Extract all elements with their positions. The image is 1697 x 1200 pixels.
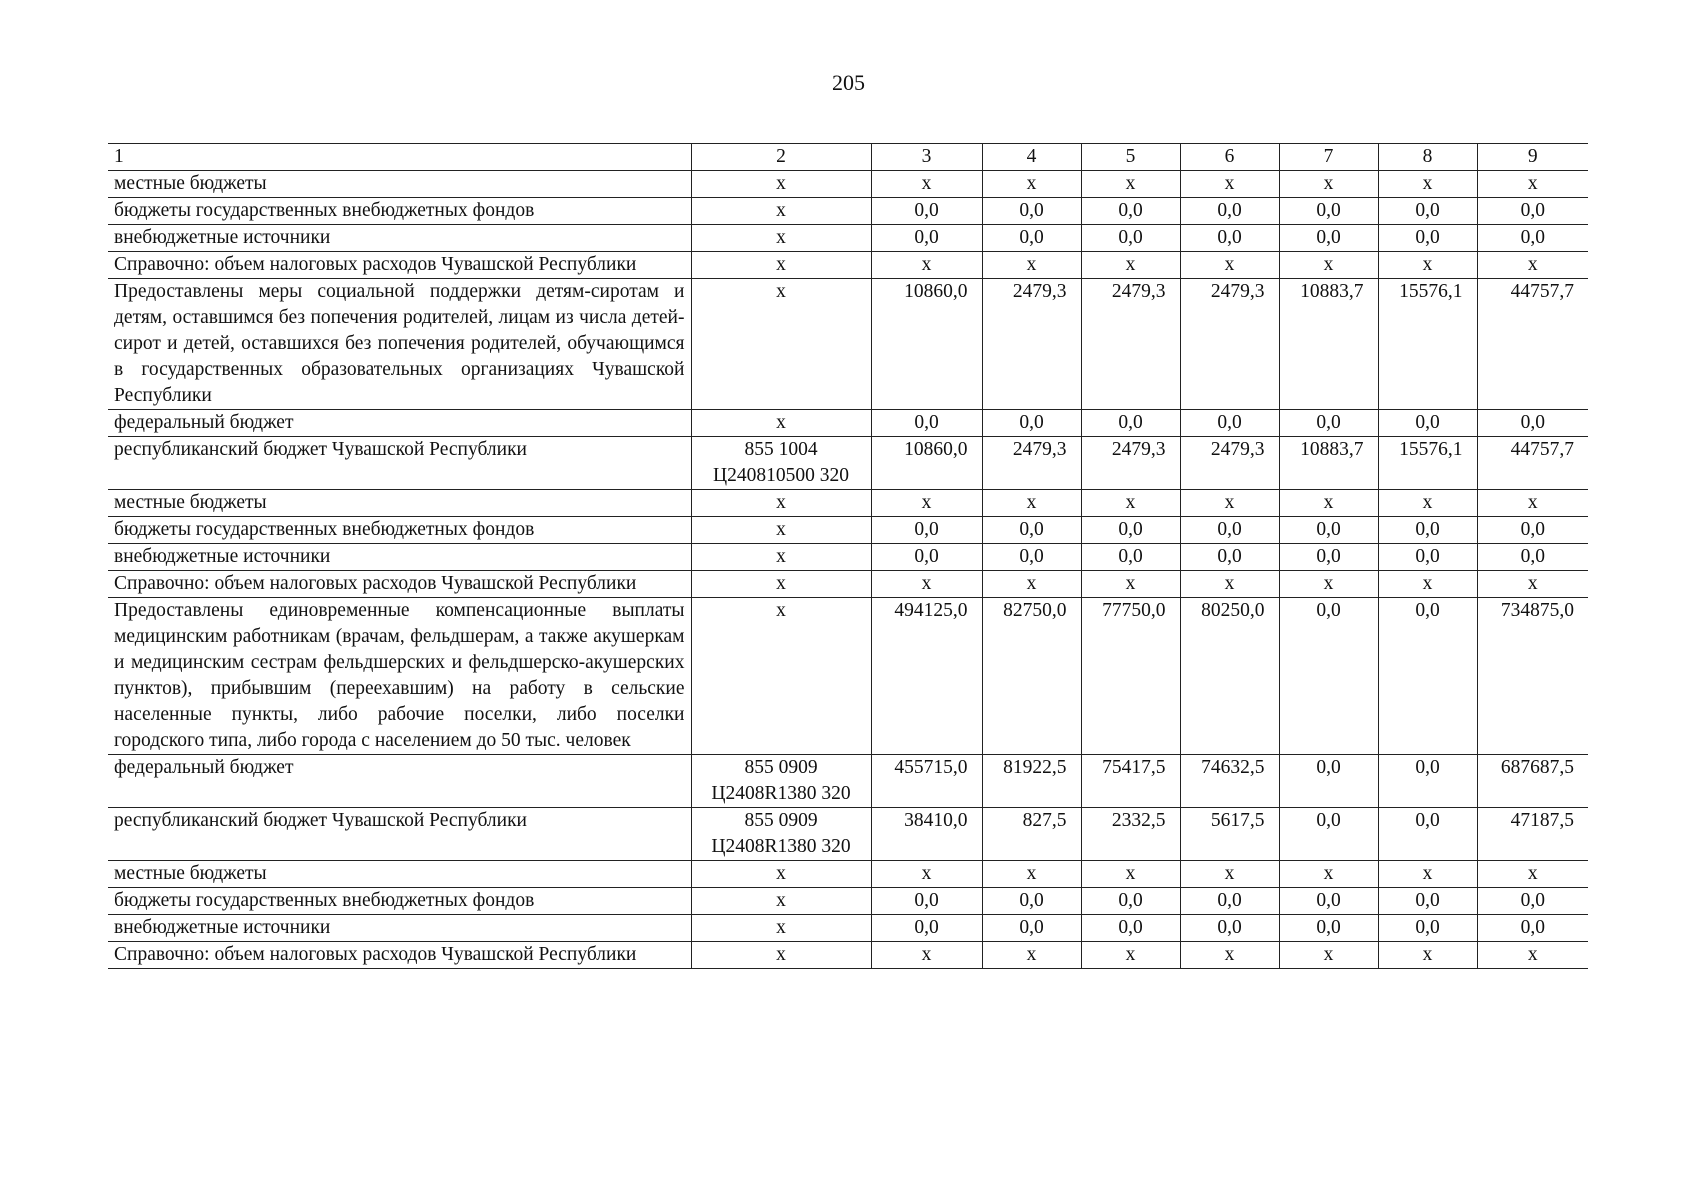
value-cell: 10860,0 bbox=[871, 437, 982, 490]
value-cell: 0,0 bbox=[1378, 517, 1477, 544]
row-label: бюджеты государственных внебюджетных фондов bbox=[108, 198, 691, 225]
value-cell: x bbox=[1180, 490, 1279, 517]
budget-code-line: x bbox=[776, 863, 786, 884]
header-cell: 7 bbox=[1279, 144, 1378, 171]
value-cell: 5617,5 bbox=[1180, 808, 1279, 861]
value-cell: 0,0 bbox=[1477, 888, 1588, 915]
value-cell: x bbox=[982, 861, 1081, 888]
value-cell: 10860,0 bbox=[871, 279, 982, 410]
value-cell: 0,0 bbox=[1180, 517, 1279, 544]
budget-code-cell bbox=[691, 755, 871, 808]
budget-code-cell bbox=[691, 252, 871, 279]
value-cell: x bbox=[982, 252, 1081, 279]
header-cell: 9 bbox=[1477, 144, 1588, 171]
table-row bbox=[108, 861, 1588, 888]
table-row bbox=[108, 198, 1588, 225]
value-cell: 2479,3 bbox=[1081, 437, 1180, 490]
value-cell: x bbox=[982, 490, 1081, 517]
value-cell: x bbox=[1378, 252, 1477, 279]
value-cell: 687687,5 bbox=[1477, 755, 1588, 808]
budget-code-line: x bbox=[776, 890, 786, 911]
value-cell: 0,0 bbox=[1180, 544, 1279, 571]
value-cell: 0,0 bbox=[871, 888, 982, 915]
value-cell: 81922,5 bbox=[982, 755, 1081, 808]
value-cell: 47187,5 bbox=[1477, 808, 1588, 861]
budget-code-cell bbox=[691, 861, 871, 888]
value-cell: 15576,1 bbox=[1378, 279, 1477, 410]
row-label: Предоставлены меры социальной поддержки детям-сиротам и детям, оставшимся без попечения родителей, лицам из числа детей-сирот и детей, оставшихся без попечения родителей, обучающимся в государственных образовательных организациях Чувашской Республики bbox=[108, 279, 691, 410]
budget-code-line: x bbox=[776, 600, 786, 621]
value-cell: x bbox=[1180, 252, 1279, 279]
value-cell: x bbox=[1180, 942, 1279, 969]
budget-code-line: Ц240810500 320 bbox=[713, 465, 849, 486]
value-cell: 0,0 bbox=[1378, 915, 1477, 942]
value-cell: 734875,0 bbox=[1477, 598, 1588, 755]
budget-code-line: x bbox=[776, 944, 786, 965]
value-cell: x bbox=[1378, 861, 1477, 888]
row-label: бюджеты государственных внебюджетных фондов bbox=[108, 517, 691, 544]
value-cell: x bbox=[1279, 171, 1378, 198]
budget-code-cell bbox=[691, 942, 871, 969]
table-row bbox=[108, 437, 1588, 490]
table-row bbox=[108, 888, 1588, 915]
value-cell: x bbox=[871, 171, 982, 198]
header-cell: 5 bbox=[1081, 144, 1180, 171]
budget-code-cell bbox=[691, 198, 871, 225]
budget-code-cell bbox=[691, 171, 871, 198]
value-cell: 0,0 bbox=[982, 198, 1081, 225]
value-cell: 74632,5 bbox=[1180, 755, 1279, 808]
value-cell: 0,0 bbox=[982, 544, 1081, 571]
value-cell: x bbox=[1180, 571, 1279, 598]
value-cell: 2479,3 bbox=[982, 279, 1081, 410]
value-cell: x bbox=[1279, 571, 1378, 598]
value-cell: 15576,1 bbox=[1378, 437, 1477, 490]
table-row bbox=[108, 252, 1588, 279]
value-cell: 0,0 bbox=[1477, 544, 1588, 571]
header-cell: 8 bbox=[1378, 144, 1477, 171]
value-cell: 80250,0 bbox=[1180, 598, 1279, 755]
value-cell: 0,0 bbox=[1081, 198, 1180, 225]
value-cell: 0,0 bbox=[1180, 915, 1279, 942]
value-cell: 0,0 bbox=[1477, 517, 1588, 544]
value-cell: 0,0 bbox=[1477, 915, 1588, 942]
header-cell: 3 bbox=[871, 144, 982, 171]
budget-code-line: x bbox=[776, 917, 786, 938]
value-cell: 0,0 bbox=[1378, 198, 1477, 225]
value-cell: 75417,5 bbox=[1081, 755, 1180, 808]
header-cell: 4 bbox=[982, 144, 1081, 171]
value-cell: 0,0 bbox=[982, 517, 1081, 544]
value-cell: 77750,0 bbox=[1081, 598, 1180, 755]
value-cell: 10883,7 bbox=[1279, 279, 1378, 410]
value-cell: 0,0 bbox=[1279, 888, 1378, 915]
value-cell: 0,0 bbox=[1081, 915, 1180, 942]
budget-code-line: Ц2408R1380 320 bbox=[711, 836, 851, 857]
row-label: федеральный бюджет bbox=[108, 410, 691, 437]
row-label: внебюджетные источники bbox=[108, 225, 691, 252]
value-cell: 0,0 bbox=[1081, 410, 1180, 437]
value-cell: x bbox=[871, 490, 982, 517]
value-cell: 0,0 bbox=[871, 225, 982, 252]
row-label: местные бюджеты bbox=[108, 861, 691, 888]
table-row bbox=[108, 517, 1588, 544]
budget-code-line: x bbox=[776, 254, 786, 275]
budget-code-cell bbox=[691, 225, 871, 252]
table-row bbox=[108, 171, 1588, 198]
budget-table bbox=[108, 143, 1588, 969]
row-label: Предоставлены единовременные компенсационные выплаты медицинским работникам (врачам, фельдшерам, а также акушеркам и медицинским сестрам фельдшерских и фельдшерско-акушерских пунктов), прибывшим (переехавшим) на работу в сельские населенные пункты, либо рабочие поселки, либо поселки городского типа, либо города с населением до 50 тыс. человек bbox=[108, 598, 691, 755]
value-cell: x bbox=[982, 571, 1081, 598]
value-cell: x bbox=[1081, 171, 1180, 198]
value-cell: 0,0 bbox=[1279, 517, 1378, 544]
budget-code-cell bbox=[691, 279, 871, 410]
value-cell: x bbox=[1081, 942, 1180, 969]
value-cell: 0,0 bbox=[1279, 410, 1378, 437]
row-label: Справочно: объем налоговых расходов Чувашской Республики bbox=[108, 252, 691, 279]
row-label: федеральный бюджет bbox=[108, 755, 691, 808]
row-label: бюджеты государственных внебюджетных фондов bbox=[108, 888, 691, 915]
budget-code-line: x bbox=[776, 573, 786, 594]
budget-code-line: 855 0909 bbox=[744, 757, 818, 778]
table-body bbox=[108, 144, 1588, 969]
value-cell: 0,0 bbox=[1477, 225, 1588, 252]
budget-code-line: x bbox=[776, 281, 786, 302]
value-cell: x bbox=[871, 942, 982, 969]
value-cell: x bbox=[1378, 490, 1477, 517]
value-cell: x bbox=[1081, 252, 1180, 279]
value-cell: x bbox=[1279, 861, 1378, 888]
value-cell: x bbox=[1081, 571, 1180, 598]
value-cell: 0,0 bbox=[1477, 410, 1588, 437]
row-label: внебюджетные источники bbox=[108, 915, 691, 942]
value-cell: x bbox=[982, 942, 1081, 969]
table-row bbox=[108, 225, 1588, 252]
value-cell: 38410,0 bbox=[871, 808, 982, 861]
value-cell: 0,0 bbox=[1279, 915, 1378, 942]
value-cell: x bbox=[1180, 861, 1279, 888]
value-cell: 0,0 bbox=[1081, 544, 1180, 571]
value-cell: x bbox=[1477, 171, 1588, 198]
budget-code-line: x bbox=[776, 492, 786, 513]
value-cell: x bbox=[1477, 571, 1588, 598]
budget-code-cell bbox=[691, 544, 871, 571]
value-cell: 0,0 bbox=[871, 915, 982, 942]
value-cell: x bbox=[1477, 861, 1588, 888]
value-cell: 0,0 bbox=[1477, 198, 1588, 225]
value-cell: x bbox=[871, 571, 982, 598]
value-cell: x bbox=[1378, 942, 1477, 969]
value-cell: 0,0 bbox=[1279, 598, 1378, 755]
value-cell: x bbox=[1081, 861, 1180, 888]
value-cell: 0,0 bbox=[1378, 598, 1477, 755]
value-cell: 10883,7 bbox=[1279, 437, 1378, 490]
value-cell: 0,0 bbox=[871, 544, 982, 571]
table-row bbox=[108, 490, 1588, 517]
value-cell: 0,0 bbox=[1378, 888, 1477, 915]
value-cell: 0,0 bbox=[1279, 755, 1378, 808]
table-row bbox=[108, 544, 1588, 571]
table-row bbox=[108, 942, 1588, 969]
header-cell: 2 bbox=[691, 144, 871, 171]
row-label: внебюджетные источники bbox=[108, 544, 691, 571]
value-cell: x bbox=[1477, 490, 1588, 517]
row-label: местные бюджеты bbox=[108, 490, 691, 517]
table-row bbox=[108, 808, 1588, 861]
budget-code-cell bbox=[691, 490, 871, 517]
value-cell: 0,0 bbox=[871, 410, 982, 437]
value-cell: x bbox=[1378, 171, 1477, 198]
value-cell: x bbox=[1180, 171, 1279, 198]
value-cell: 0,0 bbox=[1180, 888, 1279, 915]
budget-code-line: x bbox=[776, 227, 786, 248]
value-cell: 0,0 bbox=[982, 225, 1081, 252]
value-cell: 0,0 bbox=[982, 410, 1081, 437]
value-cell: 0,0 bbox=[1279, 808, 1378, 861]
value-cell: x bbox=[1279, 942, 1378, 969]
value-cell: 0,0 bbox=[1180, 225, 1279, 252]
value-cell: 0,0 bbox=[1081, 517, 1180, 544]
row-label: республиканский бюджет Чувашской Республики bbox=[108, 808, 691, 861]
table-row bbox=[108, 279, 1588, 410]
value-cell: 827,5 bbox=[982, 808, 1081, 861]
value-cell: x bbox=[1378, 571, 1477, 598]
value-cell: 0,0 bbox=[1279, 198, 1378, 225]
budget-code-line: x bbox=[776, 546, 786, 567]
value-cell: x bbox=[871, 252, 982, 279]
budget-code-cell bbox=[691, 437, 871, 490]
budget-code-line: x bbox=[776, 412, 786, 433]
budget-code-cell bbox=[691, 571, 871, 598]
value-cell: 0,0 bbox=[1378, 410, 1477, 437]
value-cell: 0,0 bbox=[1378, 544, 1477, 571]
value-cell: 2479,3 bbox=[1180, 279, 1279, 410]
table-row bbox=[108, 410, 1588, 437]
value-cell: 44757,7 bbox=[1477, 279, 1588, 410]
table-row bbox=[108, 915, 1588, 942]
value-cell: 0,0 bbox=[1279, 544, 1378, 571]
value-cell: 2479,3 bbox=[1180, 437, 1279, 490]
value-cell: 2479,3 bbox=[1081, 279, 1180, 410]
budget-code-line: Ц2408R1380 320 bbox=[711, 783, 851, 804]
value-cell: 0,0 bbox=[1081, 888, 1180, 915]
row-label: Справочно: объем налоговых расходов Чувашской Республики bbox=[108, 942, 691, 969]
value-cell: 82750,0 bbox=[982, 598, 1081, 755]
value-cell: x bbox=[982, 171, 1081, 198]
row-label: Справочно: объем налоговых расходов Чувашской Республики bbox=[108, 571, 691, 598]
value-cell: 0,0 bbox=[982, 915, 1081, 942]
value-cell: 2332,5 bbox=[1081, 808, 1180, 861]
value-cell: 0,0 bbox=[1378, 225, 1477, 252]
budget-code-line: 855 1004 bbox=[744, 439, 818, 460]
budget-code-line: x bbox=[776, 200, 786, 221]
value-cell: x bbox=[1279, 252, 1378, 279]
table-row bbox=[108, 598, 1588, 755]
value-cell: x bbox=[1477, 252, 1588, 279]
budget-code-cell bbox=[691, 888, 871, 915]
page-number: 205 bbox=[832, 70, 865, 95]
value-cell: 0,0 bbox=[1180, 410, 1279, 437]
row-label: местные бюджеты bbox=[108, 171, 691, 198]
value-cell: 0,0 bbox=[1180, 198, 1279, 225]
value-cell: x bbox=[871, 861, 982, 888]
budget-code-cell bbox=[691, 410, 871, 437]
table-row bbox=[108, 571, 1588, 598]
budget-code-cell bbox=[691, 598, 871, 755]
row-label: республиканский бюджет Чувашской Республики bbox=[108, 437, 691, 490]
value-cell: 455715,0 bbox=[871, 755, 982, 808]
value-cell: 0,0 bbox=[871, 198, 982, 225]
budget-code-cell bbox=[691, 915, 871, 942]
table-row bbox=[108, 755, 1588, 808]
budget-code-line: x bbox=[776, 173, 786, 194]
value-cell: 0,0 bbox=[1279, 225, 1378, 252]
value-cell: x bbox=[1279, 490, 1378, 517]
budget-code-line: x bbox=[776, 519, 786, 540]
value-cell: 0,0 bbox=[871, 517, 982, 544]
budget-code-cell bbox=[691, 808, 871, 861]
header-row bbox=[108, 144, 1588, 171]
budget-code-cell bbox=[691, 517, 871, 544]
value-cell: 44757,7 bbox=[1477, 437, 1588, 490]
value-cell: 0,0 bbox=[1081, 225, 1180, 252]
header-cell: 1 bbox=[108, 144, 691, 171]
value-cell: x bbox=[1477, 942, 1588, 969]
value-cell: 0,0 bbox=[1378, 808, 1477, 861]
value-cell: x bbox=[1081, 490, 1180, 517]
budget-code-line: 855 0909 bbox=[744, 810, 818, 831]
header-cell: 6 bbox=[1180, 144, 1279, 171]
value-cell: 0,0 bbox=[1378, 755, 1477, 808]
value-cell: 0,0 bbox=[982, 888, 1081, 915]
value-cell: 2479,3 bbox=[982, 437, 1081, 490]
value-cell: 494125,0 bbox=[871, 598, 982, 755]
